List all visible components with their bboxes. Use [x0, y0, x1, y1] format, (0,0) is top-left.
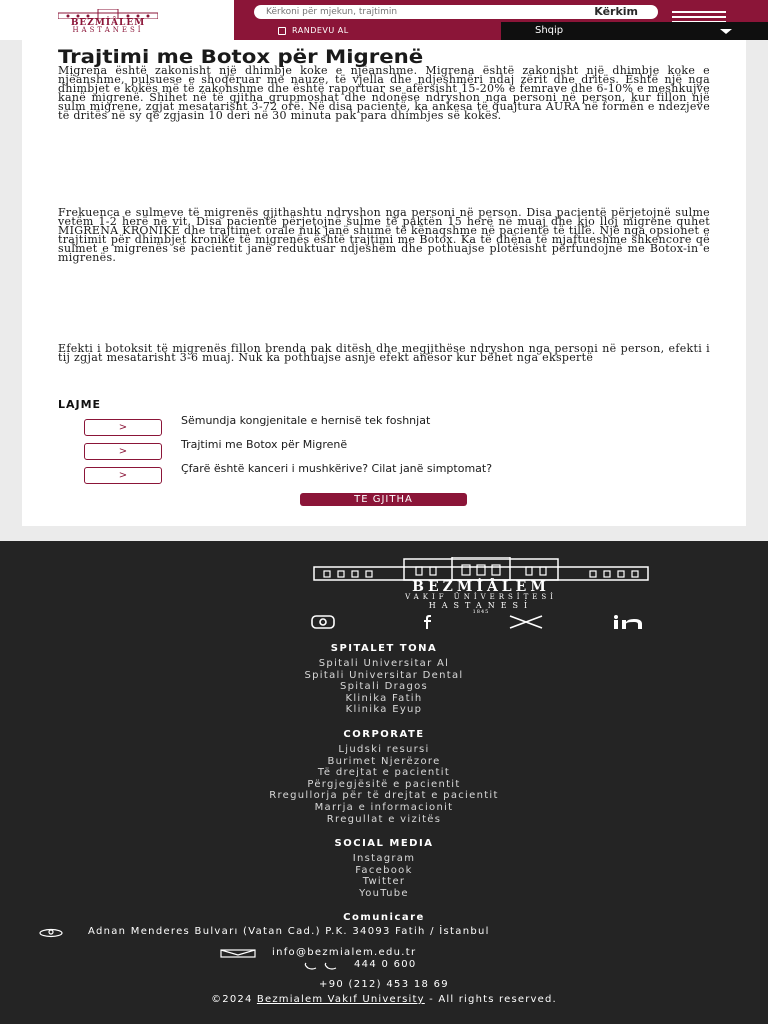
footer-logo[interactable]: [312, 557, 650, 615]
news-item-title[interactable]: Trajtimi me Botox për Migrenë: [181, 438, 348, 451]
footer-link[interactable]: Klinika Fatih: [345, 693, 423, 704]
footer-link[interactable]: YouTube: [359, 888, 409, 899]
footer-link[interactable]: Burimet Njerëzore: [327, 756, 441, 767]
calendar-icon: [278, 27, 286, 35]
header-logo-area: [0, 0, 234, 40]
linkedin-icon[interactable]: [612, 615, 650, 629]
search-button[interactable]: Kërkim: [594, 5, 638, 18]
news-item-title[interactable]: Sëmundja kongjenitale e hernisë tek foshnjat: [181, 414, 431, 427]
logo[interactable]: [36, 9, 180, 33]
news-item[interactable]: [84, 414, 684, 439]
university-link[interactable]: Bezmialem Vakıf University: [256, 994, 425, 1005]
language-label: Shqip: [535, 25, 564, 36]
contact-email[interactable]: info@bezmialem.edu.tr: [272, 947, 417, 958]
logo-text-primary: BEZMİÂLEM: [70, 18, 146, 28]
search-box: [254, 5, 658, 19]
footer-link[interactable]: Spitali Universitar Dental: [304, 670, 464, 681]
instagram-icon[interactable]: [311, 615, 335, 629]
footer-link[interactable]: Ljudski resursi: [338, 744, 430, 755]
article-card: [22, 40, 746, 526]
x-twitter-icon[interactable]: [508, 615, 544, 629]
all-news-button[interactable]: TE GJITHA: [300, 493, 467, 506]
footer-link[interactable]: Klinika Eyup: [345, 704, 423, 715]
footer-section-title-hospitals: SPITALET TONA: [330, 643, 438, 654]
footer-section-title-contact: Comunicare: [343, 912, 425, 923]
logo-text-secondary: HASTANESİ: [72, 26, 144, 34]
news-item[interactable]: [84, 438, 684, 463]
footer: [0, 541, 768, 1024]
footer-link[interactable]: Spitali Dragos: [339, 681, 429, 692]
news-arrow-button[interactable]: >: [84, 467, 162, 484]
copyright-suffix: - All rights reserved.: [429, 994, 557, 1005]
facebook-icon[interactable]: [418, 615, 436, 629]
article-paragraph-2: Frekuenca e sulmeve të migrenës gjithashtu ndryshon nga personi në person. Disa pacientë përjetojnë sulme vetëm 1-2 herë në vit. Disa pacientë përjetojnë sulme të paktën 15 herë në muaj dhe kjo lloj migrene quhet MIGRENA KRONIKE dhe trajtimet orale nuk janë shumë të kënaqshme në pacientë të tillë. Një nga opsionet e trajtimit për dhimbjet kronike të migrenës është trajtimi me Botox. Ka të dhëna të mjaftueshme shkencore që sulmet e migrenës së pacientit janë reduktuar ndjeshëm dhe pothuajse plotësisht përfundojnë me Botox-in e migrenës.: [58, 206, 710, 265]
building-icon: [312, 557, 650, 581]
footer-link[interactable]: Twitter: [362, 876, 406, 887]
news-arrow-button[interactable]: >: [84, 419, 162, 436]
page-title: Trajtimi me Botox për Migrenë: [58, 46, 424, 68]
footer-link[interactable]: Facebook: [355, 865, 413, 876]
footer-logo-text-primary: BEZMİÂLEM: [412, 579, 550, 595]
contact-phone-primary[interactable]: 444 0 600: [354, 959, 417, 970]
footer-link[interactable]: Marrja e informacionit: [314, 802, 454, 813]
footer-section-title-social: SOCIAL MEDIA: [334, 838, 434, 849]
news-item-title[interactable]: Çfarë është kanceri i mushkërive? Cilat janë simptomat?: [181, 462, 493, 475]
footer-link[interactable]: Rregullat e vizitës: [326, 814, 442, 825]
news-arrow-button[interactable]: >: [84, 443, 162, 460]
article-paragraph-1: Migrena është zakonisht një dhimbje koke e njëanshme. Migrena është zakonisht një dhimbje koke e njëanshme, pulsuese e shoqëruar me nauze, të vjella dhe ndjeshmëri ndaj zërit dhe dritës. Është një nga dhimbjet e kokës më të zakonshme dhe është raportuar se afërsisht 15-20% e femrave dhe 6-10% e meshkujve kanë migrenë. Shihet në të gjitha grupmoshat dhe ndonëse ndryshon nga personi në person, kur fillon një sulm migrene, zgjat mesatarisht 3-72 orë. Në disa pacientë, ka ankesa të quajtura AURA në formën e ndezjeve të dritës në sy që zgjasin 10 deri në 30 minuta pak para dhimbjes së kokës.: [58, 64, 710, 123]
footer-link[interactable]: Rregullorja për të drejtat e pacientit: [269, 790, 499, 801]
news-heading: LAJME: [58, 398, 102, 411]
email-icon: [220, 949, 256, 958]
language-select[interactable]: [501, 22, 768, 40]
location-pin-icon: [38, 928, 64, 938]
footer-section-title-corporate: CORPORATE: [343, 729, 425, 740]
footer-link[interactable]: Të drejtat e pacientit: [317, 767, 451, 778]
search-input[interactable]: [266, 5, 526, 19]
footer-logo-year: 1845: [472, 609, 490, 615]
copyright-symbol: ©2024: [211, 994, 253, 1005]
appointment-link[interactable]: RANDEVU AL: [292, 26, 349, 35]
contact-phone-secondary[interactable]: +90 (212) 453 18 69: [319, 979, 449, 990]
news-item[interactable]: [84, 462, 684, 487]
appointment-bar[interactable]: [234, 22, 501, 40]
footer-logo-text-tertiary: HASTANESİ: [428, 601, 534, 610]
article-paragraph-3: Efekti i botoksit të migrenës fillon brenda pak ditësh dhe megjithëse ndryshon nga personi në person, efekti i tij zgjat mesatarisht 3-6 muaj. Nuk ka pothuajse asnjë efekt anësor kur bëhet nga ekspertë: [58, 342, 710, 365]
footer-link[interactable]: Spitali Universitar Al: [318, 658, 450, 669]
footer-link[interactable]: Përgjegjësitë e pacientit: [307, 779, 461, 790]
chevron-down-icon: [720, 29, 732, 34]
footer-link[interactable]: Instagram: [352, 853, 416, 864]
phone-icon: [302, 961, 340, 970]
copyright: [0, 994, 768, 1005]
footer-logo-text-secondary: VAKIF ÜNİVERSİTESİ: [405, 593, 557, 601]
contact-address: Adnan Menderes Bulvarı (Vatan Cad.) P.K. 34093 Fatih / İstanbul: [88, 926, 490, 937]
